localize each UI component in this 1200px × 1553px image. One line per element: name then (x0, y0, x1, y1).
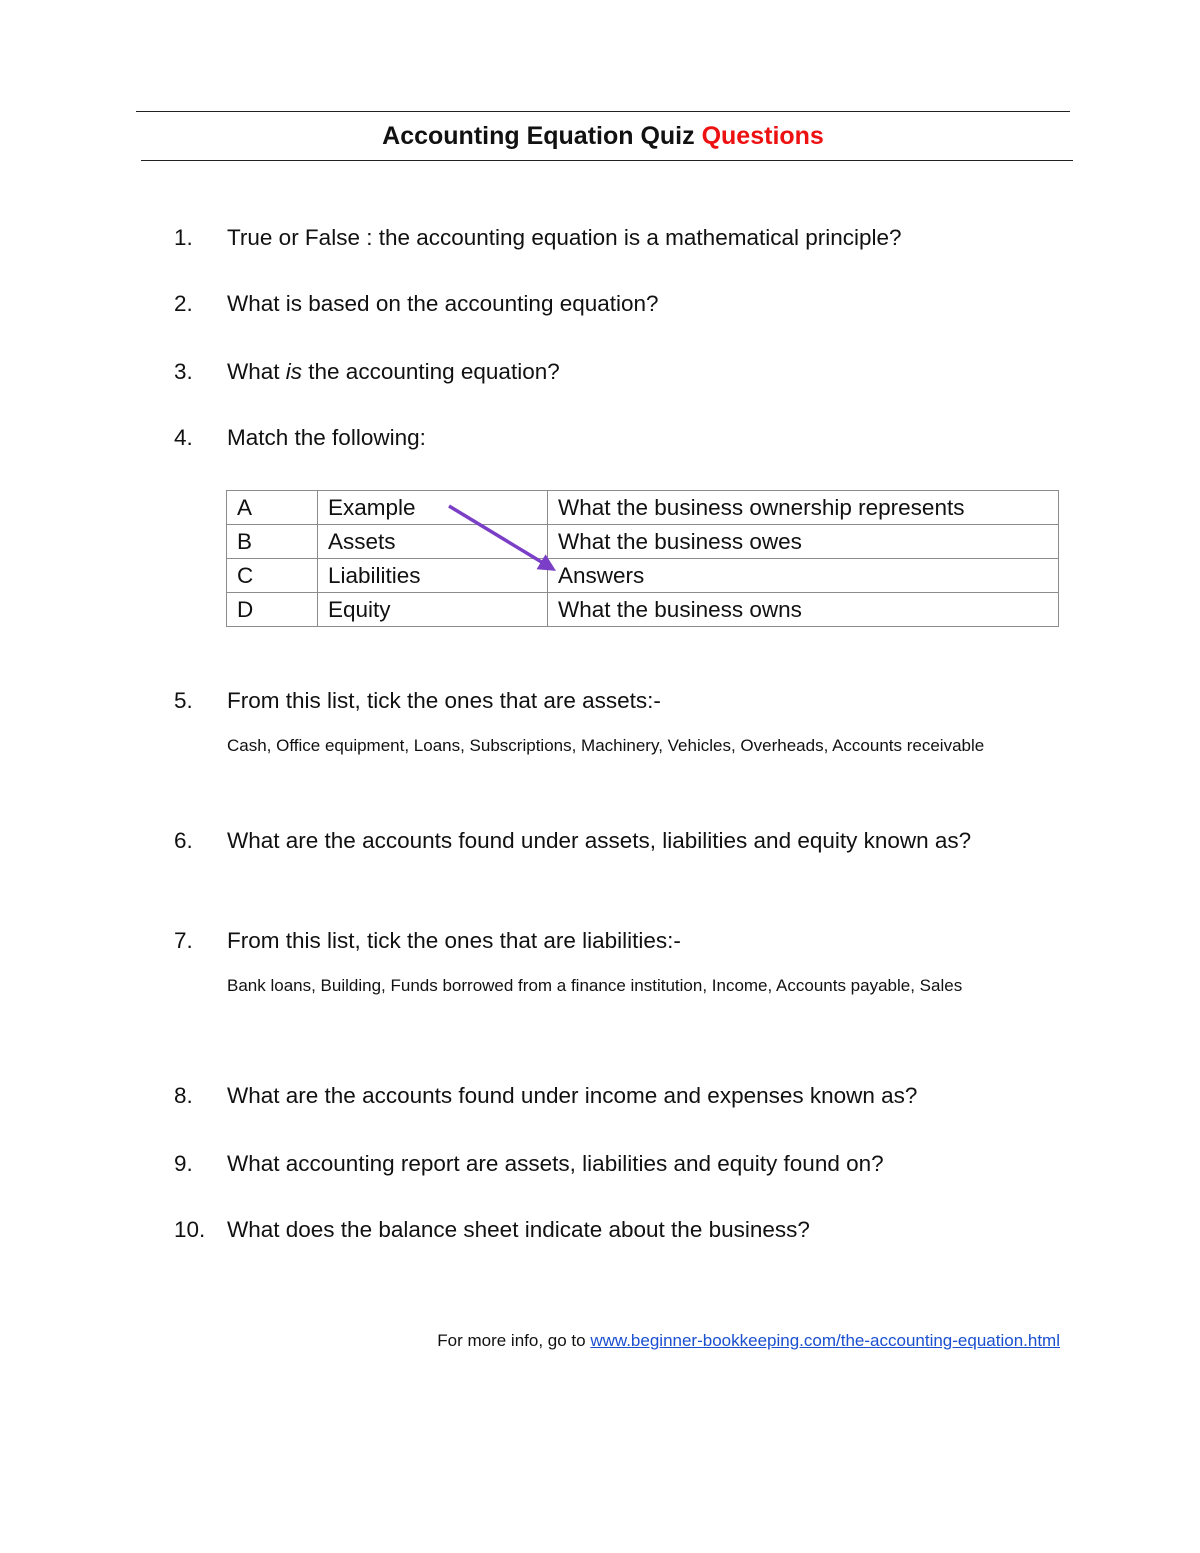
row-letter: B (227, 525, 318, 559)
page-title (136, 122, 1070, 151)
question-text: True or False : the accounting equation is a mathematical principle? (227, 225, 902, 250)
footer-note (437, 1331, 1060, 1351)
footer-link[interactable] (590, 1331, 1060, 1350)
footer-prefix: For more info, go to (437, 1331, 591, 1350)
liabilities-list: Bank loans, Building, Funds borrowed from a finance institution, Income, Accounts payable, Sales (227, 976, 963, 995)
row-term: Example (318, 491, 548, 525)
question-number: 1. (174, 225, 193, 250)
row-term: Equity (318, 593, 548, 627)
row-letter: D (227, 593, 318, 627)
question-number: 6. (174, 828, 193, 853)
question-text: What does the balance sheet indicate about the business? (227, 1217, 810, 1242)
title-underline-rule (141, 160, 1073, 161)
title-main: Accounting Equation Quiz (382, 122, 695, 150)
assets-list: Cash, Office equipment, Loans, Subscriptions, Machinery, Vehicles, Overheads, Accounts receivable (227, 736, 985, 755)
question-number: 9. (174, 1151, 193, 1176)
match-table (226, 490, 1059, 627)
question-number: 8. (174, 1083, 193, 1108)
table-row (227, 491, 1059, 525)
question-number: 7. (174, 928, 193, 953)
title-accent: Questions (701, 122, 824, 150)
footer-link-domain: www.beginner-bookkeeping.com (590, 1331, 837, 1350)
question-number: 10. (174, 1217, 206, 1242)
question-text: What are the accounts found under income and expenses known as? (227, 1083, 918, 1108)
question-number: 4. (174, 425, 193, 450)
footer-link-path: /the-accounting-equation.html (836, 1331, 1060, 1350)
question-number: 2. (174, 291, 193, 316)
question-text: Match the following: (227, 425, 426, 450)
row-term: Assets (318, 525, 548, 559)
top-rule (136, 111, 1070, 112)
row-term: Liabilities (318, 559, 548, 593)
question-text-post: the accounting equation? (302, 359, 560, 384)
row-definition: What the business owes (548, 525, 1059, 559)
question-number: 3. (174, 359, 193, 384)
row-letter: A (227, 491, 318, 525)
question-text: What accounting report are assets, liabilities and equity found on? (227, 1151, 884, 1176)
question-text-pre: What (227, 359, 286, 384)
table-row (227, 525, 1059, 559)
question-text: What are the accounts found under assets, liabilities and equity known as? (227, 828, 972, 853)
question-text: From this list, tick the ones that are liabilities:- (227, 928, 681, 953)
row-letter: C (227, 559, 318, 593)
question-text-italic: is (285, 359, 303, 384)
question-number: 5. (174, 688, 193, 713)
row-definition: What the business owns (548, 593, 1059, 627)
row-definition: What the business ownership represents (548, 491, 1059, 525)
question-text: What is based on the accounting equation? (227, 291, 659, 316)
row-definition: Answers (548, 559, 1059, 593)
table-row (227, 593, 1059, 627)
table-row (227, 559, 1059, 593)
question-text (227, 355, 1027, 389)
question-text: From this list, tick the ones that are assets:- (227, 688, 661, 713)
